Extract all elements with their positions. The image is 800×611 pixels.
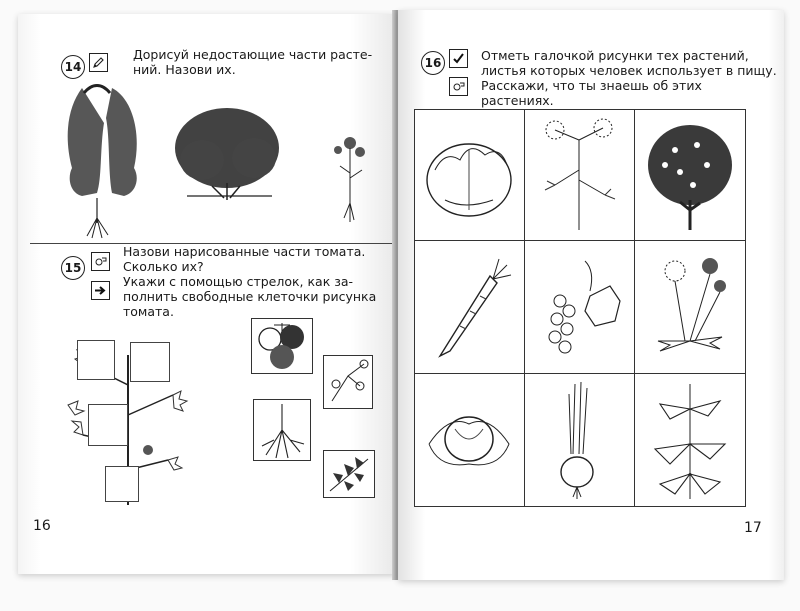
carrot-drawing (415, 241, 524, 373)
tomato-flowers-card[interactable] (323, 355, 373, 409)
task-16-line-2: листья которых человек использует в пищу. (481, 63, 777, 78)
grid-cell-nettle[interactable] (634, 373, 746, 507)
grid-cell-dill[interactable] (524, 109, 635, 241)
task-16-number: 16 (421, 51, 445, 75)
grid-cell-onion[interactable] (524, 373, 635, 507)
task-14-plant-drawings (62, 78, 382, 240)
right-page-number: 17 (744, 520, 762, 536)
grid-cell-dandelion[interactable] (634, 240, 746, 374)
pencil-icon (89, 53, 108, 72)
task-14-number: 14 (61, 55, 85, 79)
grid-cell-apple-tree[interactable] (634, 109, 746, 241)
task-16-line-4: растениях. (481, 93, 554, 108)
tomato-leaf-card[interactable] (323, 450, 375, 498)
tomato-empty-box-3[interactable] (88, 404, 128, 446)
grid-cell-lettuce[interactable] (414, 109, 525, 241)
grid-cell-currant[interactable] (524, 240, 635, 374)
tomato-roots-card[interactable] (253, 399, 311, 461)
onion-drawing (525, 374, 634, 506)
tomato-empty-box-2[interactable] (130, 342, 170, 382)
talk-icon (91, 252, 110, 271)
task-16-text (481, 48, 781, 108)
task-14-text (133, 47, 393, 77)
checkmark-icon (449, 49, 468, 68)
incomplete-bush-drawing (68, 86, 137, 239)
task-16-line-1: Отметь галочкой рисунки тех растений, (481, 48, 749, 63)
task-15-line-1: Назови нарисованные части томата. (123, 244, 366, 259)
tomato-fruits-card[interactable] (251, 318, 313, 374)
talk-icon (449, 77, 468, 96)
task-15-line-5: томата. (123, 304, 174, 319)
tomato-empty-box-4[interactable] (105, 466, 139, 502)
task-15-line-3: Укажи с помощью стрелок, как за- (123, 274, 354, 289)
left-page-number: 16 (33, 518, 51, 534)
plant-grid (414, 109, 746, 507)
task-14-line-1: Дорисуй недостающие части расте- (133, 47, 373, 62)
apple-tree-drawing (635, 110, 745, 240)
small-plant-drawing (334, 137, 365, 222)
task-16-line-3: Расскажи, что ты знаешь об этих (481, 78, 702, 93)
grid-cell-cabbage[interactable] (414, 373, 525, 507)
tomato-empty-box-1[interactable] (77, 340, 115, 380)
dill-drawing (525, 110, 634, 240)
currant-drawing (525, 241, 634, 373)
task-15-number: 15 (61, 256, 85, 280)
large-bush-drawing (175, 108, 279, 200)
nettle-drawing (635, 374, 745, 506)
task-15-line-4: полнить свободные клеточки рисунка (123, 289, 377, 304)
task-15-text (123, 244, 398, 319)
task-14-line-2: ний. Назови их. (133, 62, 236, 77)
dandelion-drawing (635, 241, 745, 373)
task-15-line-2: Сколько их? (123, 259, 204, 274)
lettuce-drawing (415, 110, 524, 240)
grid-cell-carrot[interactable] (414, 240, 525, 374)
arrow-right-icon (91, 281, 110, 300)
cabbage-drawing (415, 374, 524, 506)
